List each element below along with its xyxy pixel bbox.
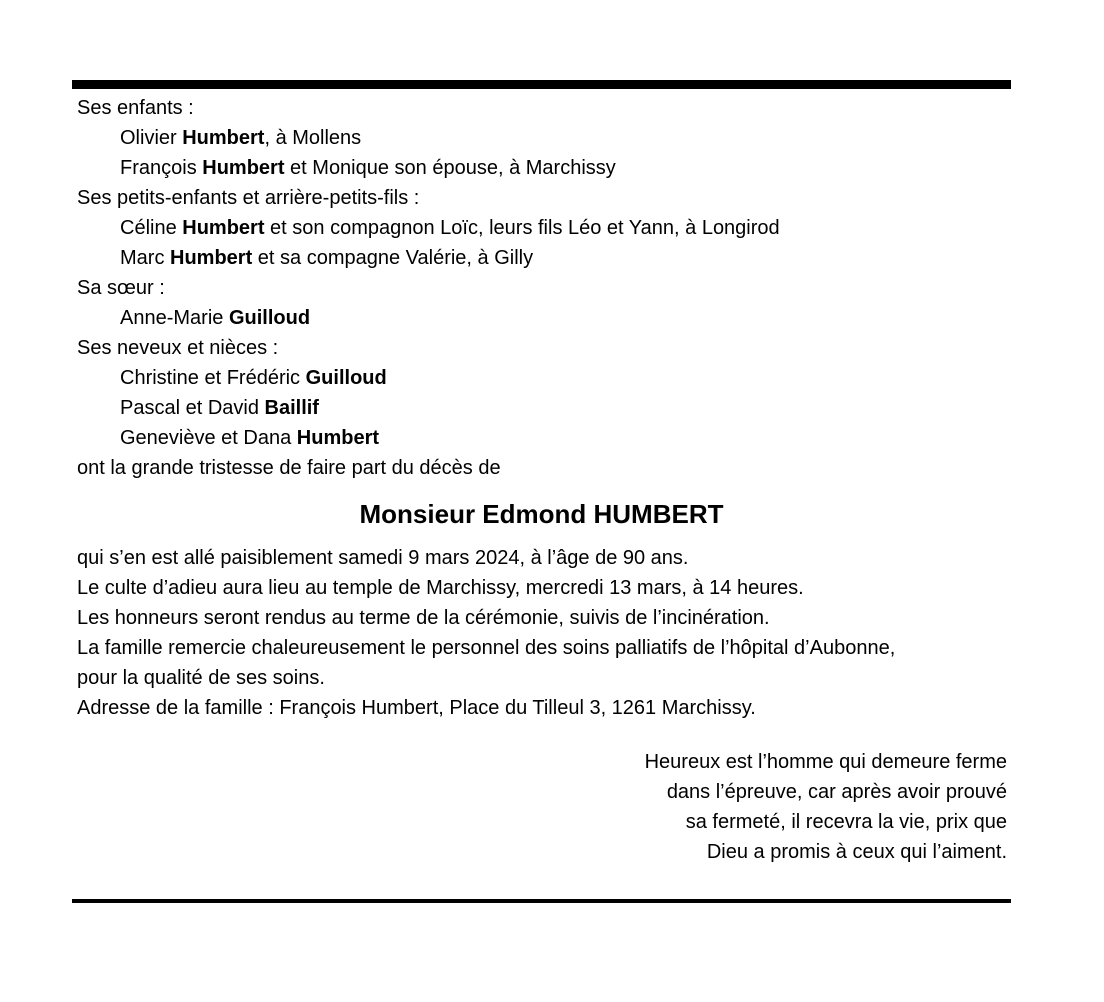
family-name: Humbert bbox=[170, 247, 253, 269]
verse-line: Heureux est l’homme qui demeure ferme bbox=[644, 751, 1007, 773]
detail-line: qui s’en est allé paisiblement samedi 9 mars 2024, à l’âge de 90 ans. bbox=[77, 547, 689, 569]
family-heading: Ses neveux et nièces : bbox=[77, 337, 279, 359]
detail-line: Les honneurs seront rendus au terme de la cérémonie, suivis de l’incinération. bbox=[77, 607, 770, 629]
family-group-grandchildren bbox=[77, 183, 1011, 273]
detail-line: Le culte d’adieu aura lieu au temple de Marchissy, mercredi 13 mars, à 14 heures. bbox=[77, 577, 804, 599]
detail-line: Adresse de la famille : François Humbert, Place du Tilleul 3, 1261 Marchissy. bbox=[77, 697, 756, 719]
verse-line: sa fermeté, il recevra la vie, prix que bbox=[685, 811, 1007, 833]
family-name: Humbert bbox=[182, 217, 265, 239]
deceased-name: Monsieur Edmond HUMBERT bbox=[359, 499, 724, 529]
family-group-sister bbox=[77, 273, 1011, 333]
verse-line: Dieu a promis à ceux qui l’aiment. bbox=[706, 841, 1007, 863]
bottom-rule bbox=[72, 899, 1011, 903]
top-rule bbox=[72, 80, 1011, 89]
bible-verse bbox=[77, 747, 1011, 867]
obituary-notice bbox=[72, 80, 1011, 867]
family-heading: Ses enfants : bbox=[77, 97, 194, 119]
family-member: Anne-Marie Guilloud bbox=[120, 307, 311, 329]
detail-line: pour la qualité de ses soins. bbox=[77, 667, 325, 689]
details-block bbox=[77, 543, 1011, 723]
family-group-nephews-nieces bbox=[77, 333, 1011, 453]
notice-body bbox=[72, 89, 1011, 867]
family-name: Guilloud bbox=[305, 367, 387, 389]
family-name: Humbert bbox=[202, 157, 285, 179]
announcement-text: ont la grande tristesse de faire part du décès de bbox=[77, 457, 501, 479]
family-member: Olivier Humbert, à Mollens bbox=[120, 127, 362, 149]
family-heading: Ses petits-enfants et arrière-petits-fils : bbox=[77, 187, 420, 209]
family-name: Humbert bbox=[182, 127, 265, 149]
family-member: François Humbert et Monique son épouse, à Marchissy bbox=[120, 157, 616, 179]
family-member: Céline Humbert et son compagnon Loïc, leurs fils Léo et Yann, à Longirod bbox=[120, 217, 780, 239]
family-name: Humbert bbox=[296, 427, 380, 449]
family-group-children bbox=[77, 93, 1011, 183]
family-heading: Sa sœur : bbox=[77, 277, 165, 299]
family-member: Marc Humbert et sa compagne Valérie, à Gilly bbox=[120, 247, 534, 269]
family-member: Christine et Frédéric Guilloud bbox=[120, 367, 387, 389]
detail-line: La famille remercie chaleureusement le personnel des soins palliatifs de l’hôpital d’Aubonne, bbox=[77, 637, 896, 659]
family-name: Baillif bbox=[264, 397, 319, 419]
family-member: Pascal et David Baillif bbox=[120, 397, 319, 419]
family-name: Guilloud bbox=[228, 307, 311, 329]
verse-line: dans l’épreuve, car après avoir prouvé bbox=[666, 781, 1007, 803]
family-member: Geneviève et Dana Humbert bbox=[120, 427, 380, 449]
